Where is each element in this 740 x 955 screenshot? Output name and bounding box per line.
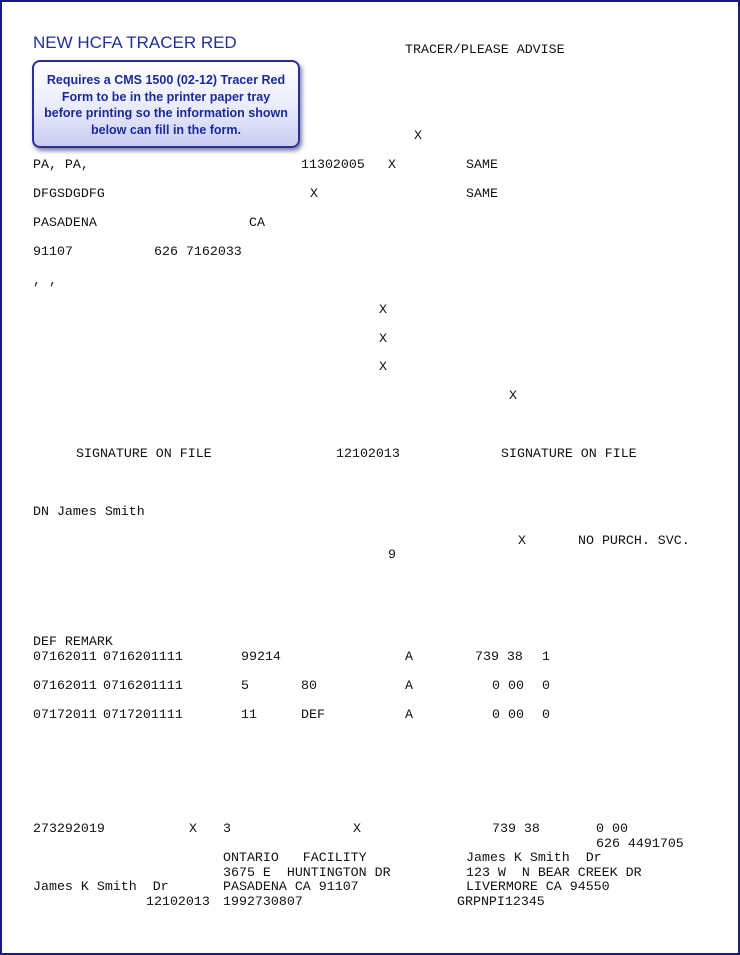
physician-date: 12102013 [146, 894, 210, 909]
service-from: 07162011 [33, 678, 97, 693]
service-units: 0 [542, 678, 550, 693]
condition-mark: X [379, 331, 387, 346]
outside-lab-text: NO PURCH. SVC. [578, 533, 690, 548]
total-charge: 739 38 [492, 821, 540, 836]
relationship-mark: X [310, 186, 318, 201]
service-units: 0 [542, 707, 550, 722]
billing-name: James K Smith Dr [466, 850, 602, 865]
ein-mark: X [189, 821, 197, 836]
signature-date: 12102013 [336, 446, 400, 461]
page-title: NEW HCFA TRACER RED [33, 33, 237, 52]
patient-address: DFGSDGDFG [33, 186, 105, 201]
patient-state: CA [249, 215, 265, 230]
facility-address: 3675 E HUNTINGTON DR [223, 865, 391, 880]
service-from: 07162011 [33, 649, 97, 664]
service-cpt: 99214 [241, 649, 281, 664]
service-cpt: 11 [241, 707, 257, 722]
icd-indicator: 9 [388, 547, 396, 562]
billing-city: LIVERMORE CA 94550 [466, 879, 610, 894]
checkbox-mark: X [414, 128, 422, 143]
service-pointer: A [405, 649, 413, 664]
tax-id: 273292019 [33, 821, 105, 836]
patient-dob: 11302005 [301, 157, 365, 172]
facility-name: ONTARIO FACILITY [223, 850, 367, 865]
service-to: 0717201111 [103, 707, 183, 722]
outside-lab-mark: X [518, 533, 526, 548]
service-pointer: A [405, 707, 413, 722]
insured-same: SAME [466, 157, 498, 172]
billing-npi: GRPNPI12345 [457, 894, 545, 909]
other-insured: , , [33, 273, 57, 288]
other-plan-mark: X [509, 388, 517, 403]
account-number: 3 [223, 821, 231, 836]
service-cpt: 5 [241, 678, 249, 693]
service-to: 0716201111 [103, 649, 183, 664]
assignment-mark: X [353, 821, 361, 836]
service-modifier: 80 [301, 678, 317, 693]
service-charge: 0 00 [492, 707, 524, 722]
service-charge: 0 00 [492, 678, 524, 693]
amount-paid: 0 00 [596, 821, 628, 836]
patient-name: PA, PA, [33, 157, 89, 172]
patient-phone: 626 7162033 [154, 244, 242, 259]
insured-address-same: SAME [466, 186, 498, 201]
form-label: TRACER/PLEASE ADVISE [405, 42, 565, 57]
service-from: 07172011 [33, 707, 97, 722]
referring-provider: DN James Smith [33, 504, 145, 519]
patient-signature: SIGNATURE ON FILE [76, 446, 212, 461]
service-units: 1 [542, 649, 550, 664]
insured-signature: SIGNATURE ON FILE [501, 446, 637, 461]
billing-address: 123 W N BEAR CREEK DR [466, 865, 642, 880]
patient-city: PASADENA [33, 215, 97, 230]
physician-signature: James K Smith Dr [33, 879, 169, 894]
patient-zip: 91107 [33, 244, 73, 259]
printer-note-tooltip: Requires a CMS 1500 (02-12) Tracer Red Form to be in the printer paper tray before printing so the information shown below can fill in the form. [32, 60, 300, 148]
remark: DEF REMARK [33, 634, 113, 649]
condition-mark: X [379, 302, 387, 317]
condition-mark: X [379, 359, 387, 374]
billing-phone: 626 4491705 [596, 836, 684, 851]
facility-npi: 1992730807 [223, 894, 303, 909]
facility-city: PASADENA CA 91107 [223, 879, 359, 894]
service-pointer: A [405, 678, 413, 693]
service-charge: 739 38 [475, 649, 523, 664]
service-to: 0716201111 [103, 678, 183, 693]
sex-mark: X [388, 157, 396, 172]
service-modifier: DEF [301, 707, 325, 722]
